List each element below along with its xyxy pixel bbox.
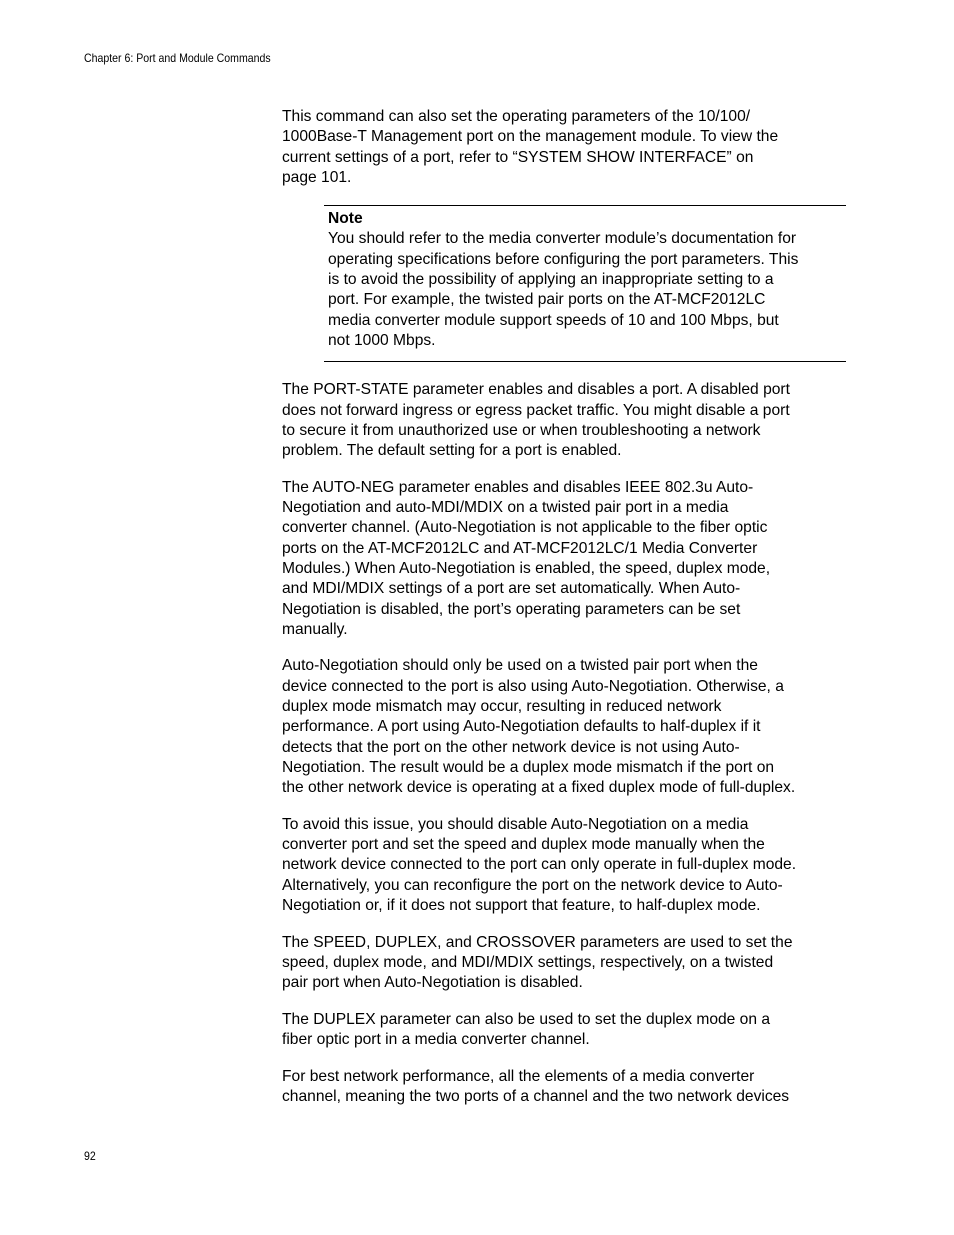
- paragraph-speed-duplex-crossover: The SPEED, DUPLEX, and CROSSOVER parameters are used to set the speed, duplex mode, and MDI/MDIX settings, respectively, on a twisted pair port when Auto-Negotiation is disabled.: [282, 933, 793, 992]
- paragraph-port-state: The PORT-STATE parameter enables and disables a port. A disabled port does not forward ingress or egress packet traffic. You might disable a port to secure it from unauthorized use or when troubleshooting a network problem. The default setting for a port is enabled.: [282, 381, 790, 460]
- page-number: 92: [84, 1149, 96, 1163]
- note-title: Note: [328, 210, 363, 228]
- note-text: You should refer to the media converter module’s documentation for operating specifications before configuring the port parameters. This is to avoid the possibility of applying an inappropriate setting to a port. For example, the twisted pair ports on the AT-MCF2012LC media converter module support speeds of 10 and 100 Mbps, but not 1000 Mbps.: [328, 230, 799, 349]
- paragraph-avoid-mismatch: To avoid this issue, you should disable Auto-Negotiation on a media converter port and set the speed and duplex mode manually when the network device connected to the port can only operate in full-duplex mode. Alternatively, you can reconfigure the port on the network device to Auto- Negotiation or, if it does not support that feature, to half-duplex mode.: [282, 815, 797, 914]
- paragraph-auto-negotiation-usage: Auto-Negotiation should only be used on a twisted pair port when the device connected to the port is also using Auto-Negotiation. Otherwise, a duplex mode mismatch may occur, resulting in reduced network performance. A port using Auto-Negotiation defaults to half-duplex if it detects that the port on the other network device is not using Auto- Negotiation. The result would be a duplex mode mismatch if the port on the other network device is operating at a fixed duplex mode of full-duplex.: [282, 657, 796, 797]
- paragraph-best-performance: For best network performance, all the elements of a media converter channel, meaning the two ports of a channel and the two network devices: [282, 1067, 790, 1105]
- intro-paragraph: This command can also set the operating parameters of the 10/100/ 1000Base-T Management port on the management module. To view the current settings of a port, refer to “SYSTEM SHOW INTERFACE” on page 101.: [282, 108, 779, 186]
- page-body: [282, 107, 847, 1124]
- paragraph-duplex-fiber: The DUPLEX parameter can also be used to set the duplex mode on a fiber optic port in a media converter channel.: [282, 1010, 771, 1049]
- note-box: [324, 205, 846, 362]
- paragraph-auto-neg: The AUTO-NEG parameter enables and disables IEEE 802.3u Auto- Negotiation and auto-MDI/MDIX on a twisted pair port in a media converter channel. (Auto-Negotiation is not applicable to the fiber optic ports on the AT-MCF2012LC and AT-MCF2012LC/1 Media Converter Modules.) When Auto-Negotiation is enabled, the speed, duplex mode, and MDI/MDIX settings of a port are set automatically. When Auto- Negotiation is disabled, the port’s operating parameters can be set manually.: [282, 478, 771, 638]
- running-header: Chapter 6: Port and Module Commands: [84, 51, 271, 65]
